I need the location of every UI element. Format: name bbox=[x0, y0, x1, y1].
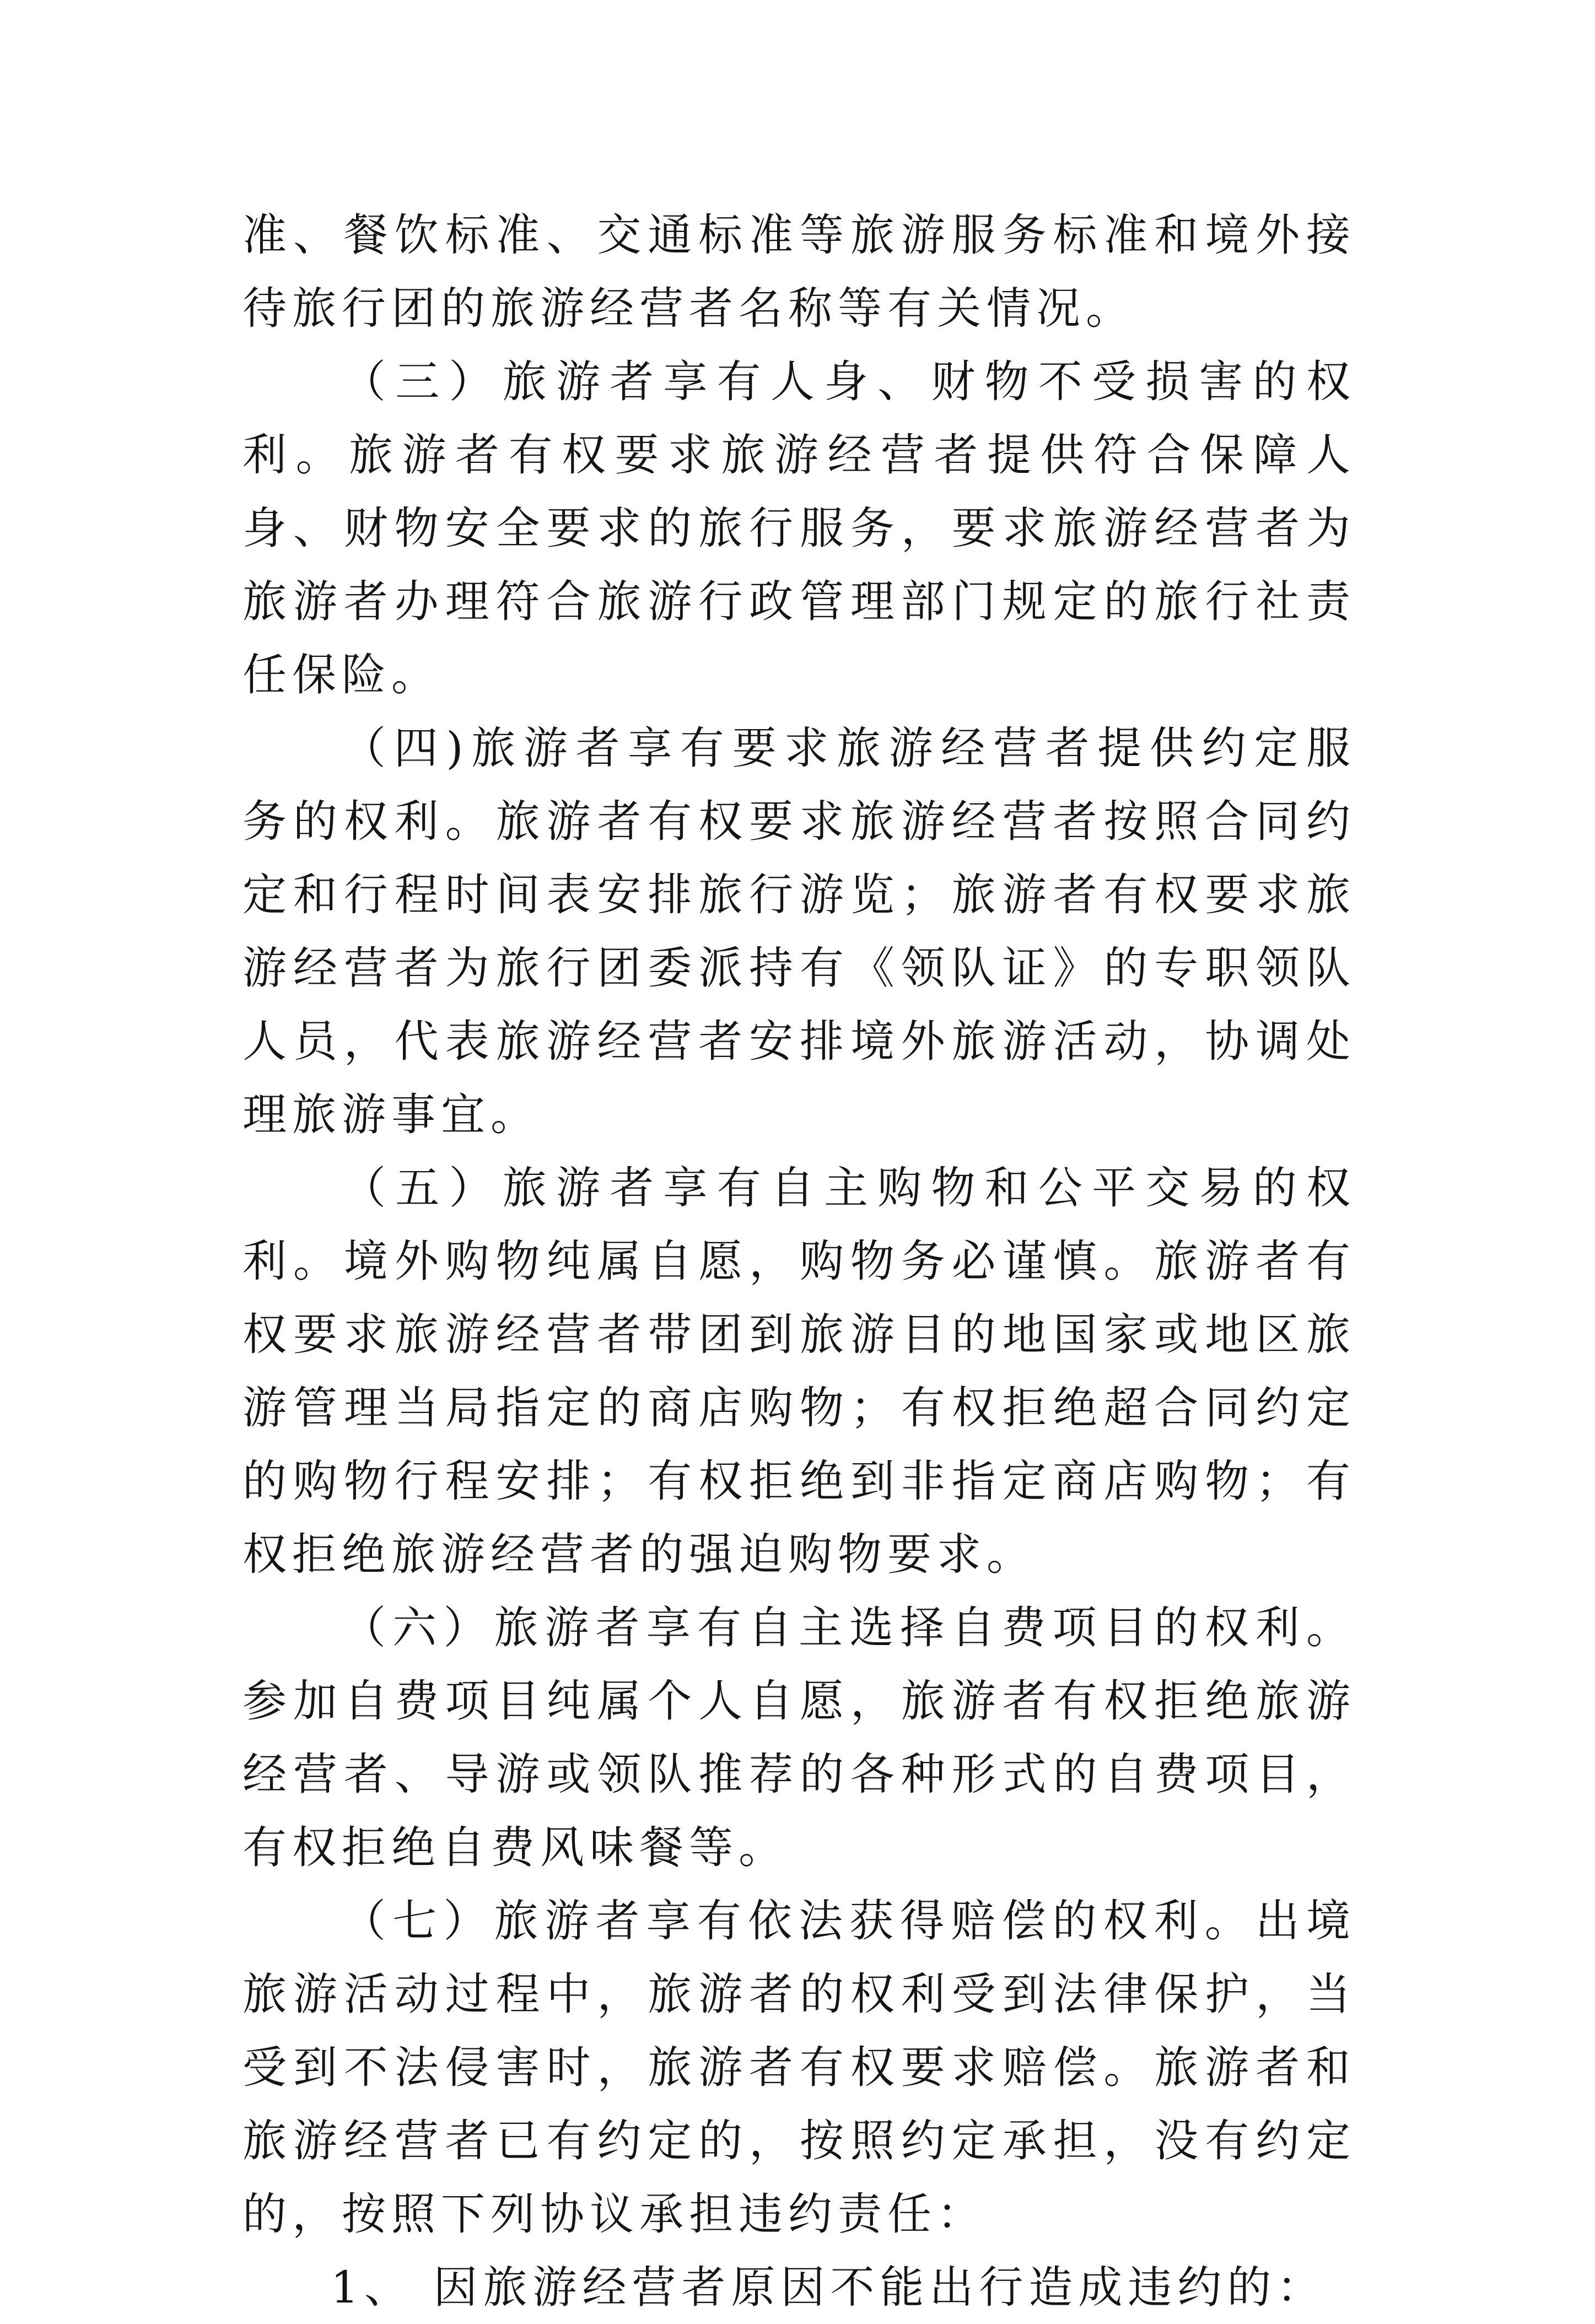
paragraph-right-personal-safety: （三）旅游者享有人身、财物不受损害的权利。旅游者有权要求旅游经营者提供符合保障人身、财物安全要求的旅行服务，要求旅游经营者为旅游者办理符合旅游行政管理部门规定的旅行社责任保险。 bbox=[243, 356, 1356, 700]
paragraph-continuation: 准、餐饮标准、交通标准等旅游服务标准和境外接待旅行团的旅游经营者名称等有关情况。 bbox=[243, 209, 1356, 334]
document-body bbox=[243, 198, 1356, 2324]
paragraph-right-optional-items: （六）旅游者享有自主选择自费项目的权利。参加自费项目纯属个人自愿，旅游者有权拒绝旅游经营者、导游或领队推荐的各种形式的自费项目，有权拒绝自费风味餐等。 bbox=[243, 1602, 1356, 1873]
paragraph-right-compensation: （七）旅游者享有依法获得赔偿的权利。出境旅游活动过程中，旅游者的权利受到法律保护，当受到不法侵害时，旅游者有权要求赔偿。旅游者和旅游经营者已有约定的，按照约定承担，没有约定的，按照下列协议承担违约责任： bbox=[243, 1895, 1356, 2240]
list-item-1: 1、 因旅游经营者原因不能出行造成违约的： bbox=[331, 2262, 1327, 2313]
paragraph-right-shopping: （五）旅游者享有自主购物和公平交易的权利。境外购物纯属自愿，购物务必谨慎。旅游者有权要求旅游经营者带团到旅游目的地国家或地区旅游管理当局指定的商店购物；有权拒绝超合同约定的购物行程安排；有权拒绝到非指定商店购物；有权拒绝旅游经营者的强迫购物要求。 bbox=[243, 1162, 1356, 1580]
paragraph-right-agreed-service: （四)旅游者享有要求旅游经营者提供约定服务的权利。旅游者有权要求旅游经营者按照合同约定和行程时间表安排旅行游览；旅游者有权要求旅游经营者为旅行团委派持有《领队证》的专职领队人员，代表旅游经营者安排境外旅游活动，协调处理旅游事宜。 bbox=[243, 722, 1356, 1140]
